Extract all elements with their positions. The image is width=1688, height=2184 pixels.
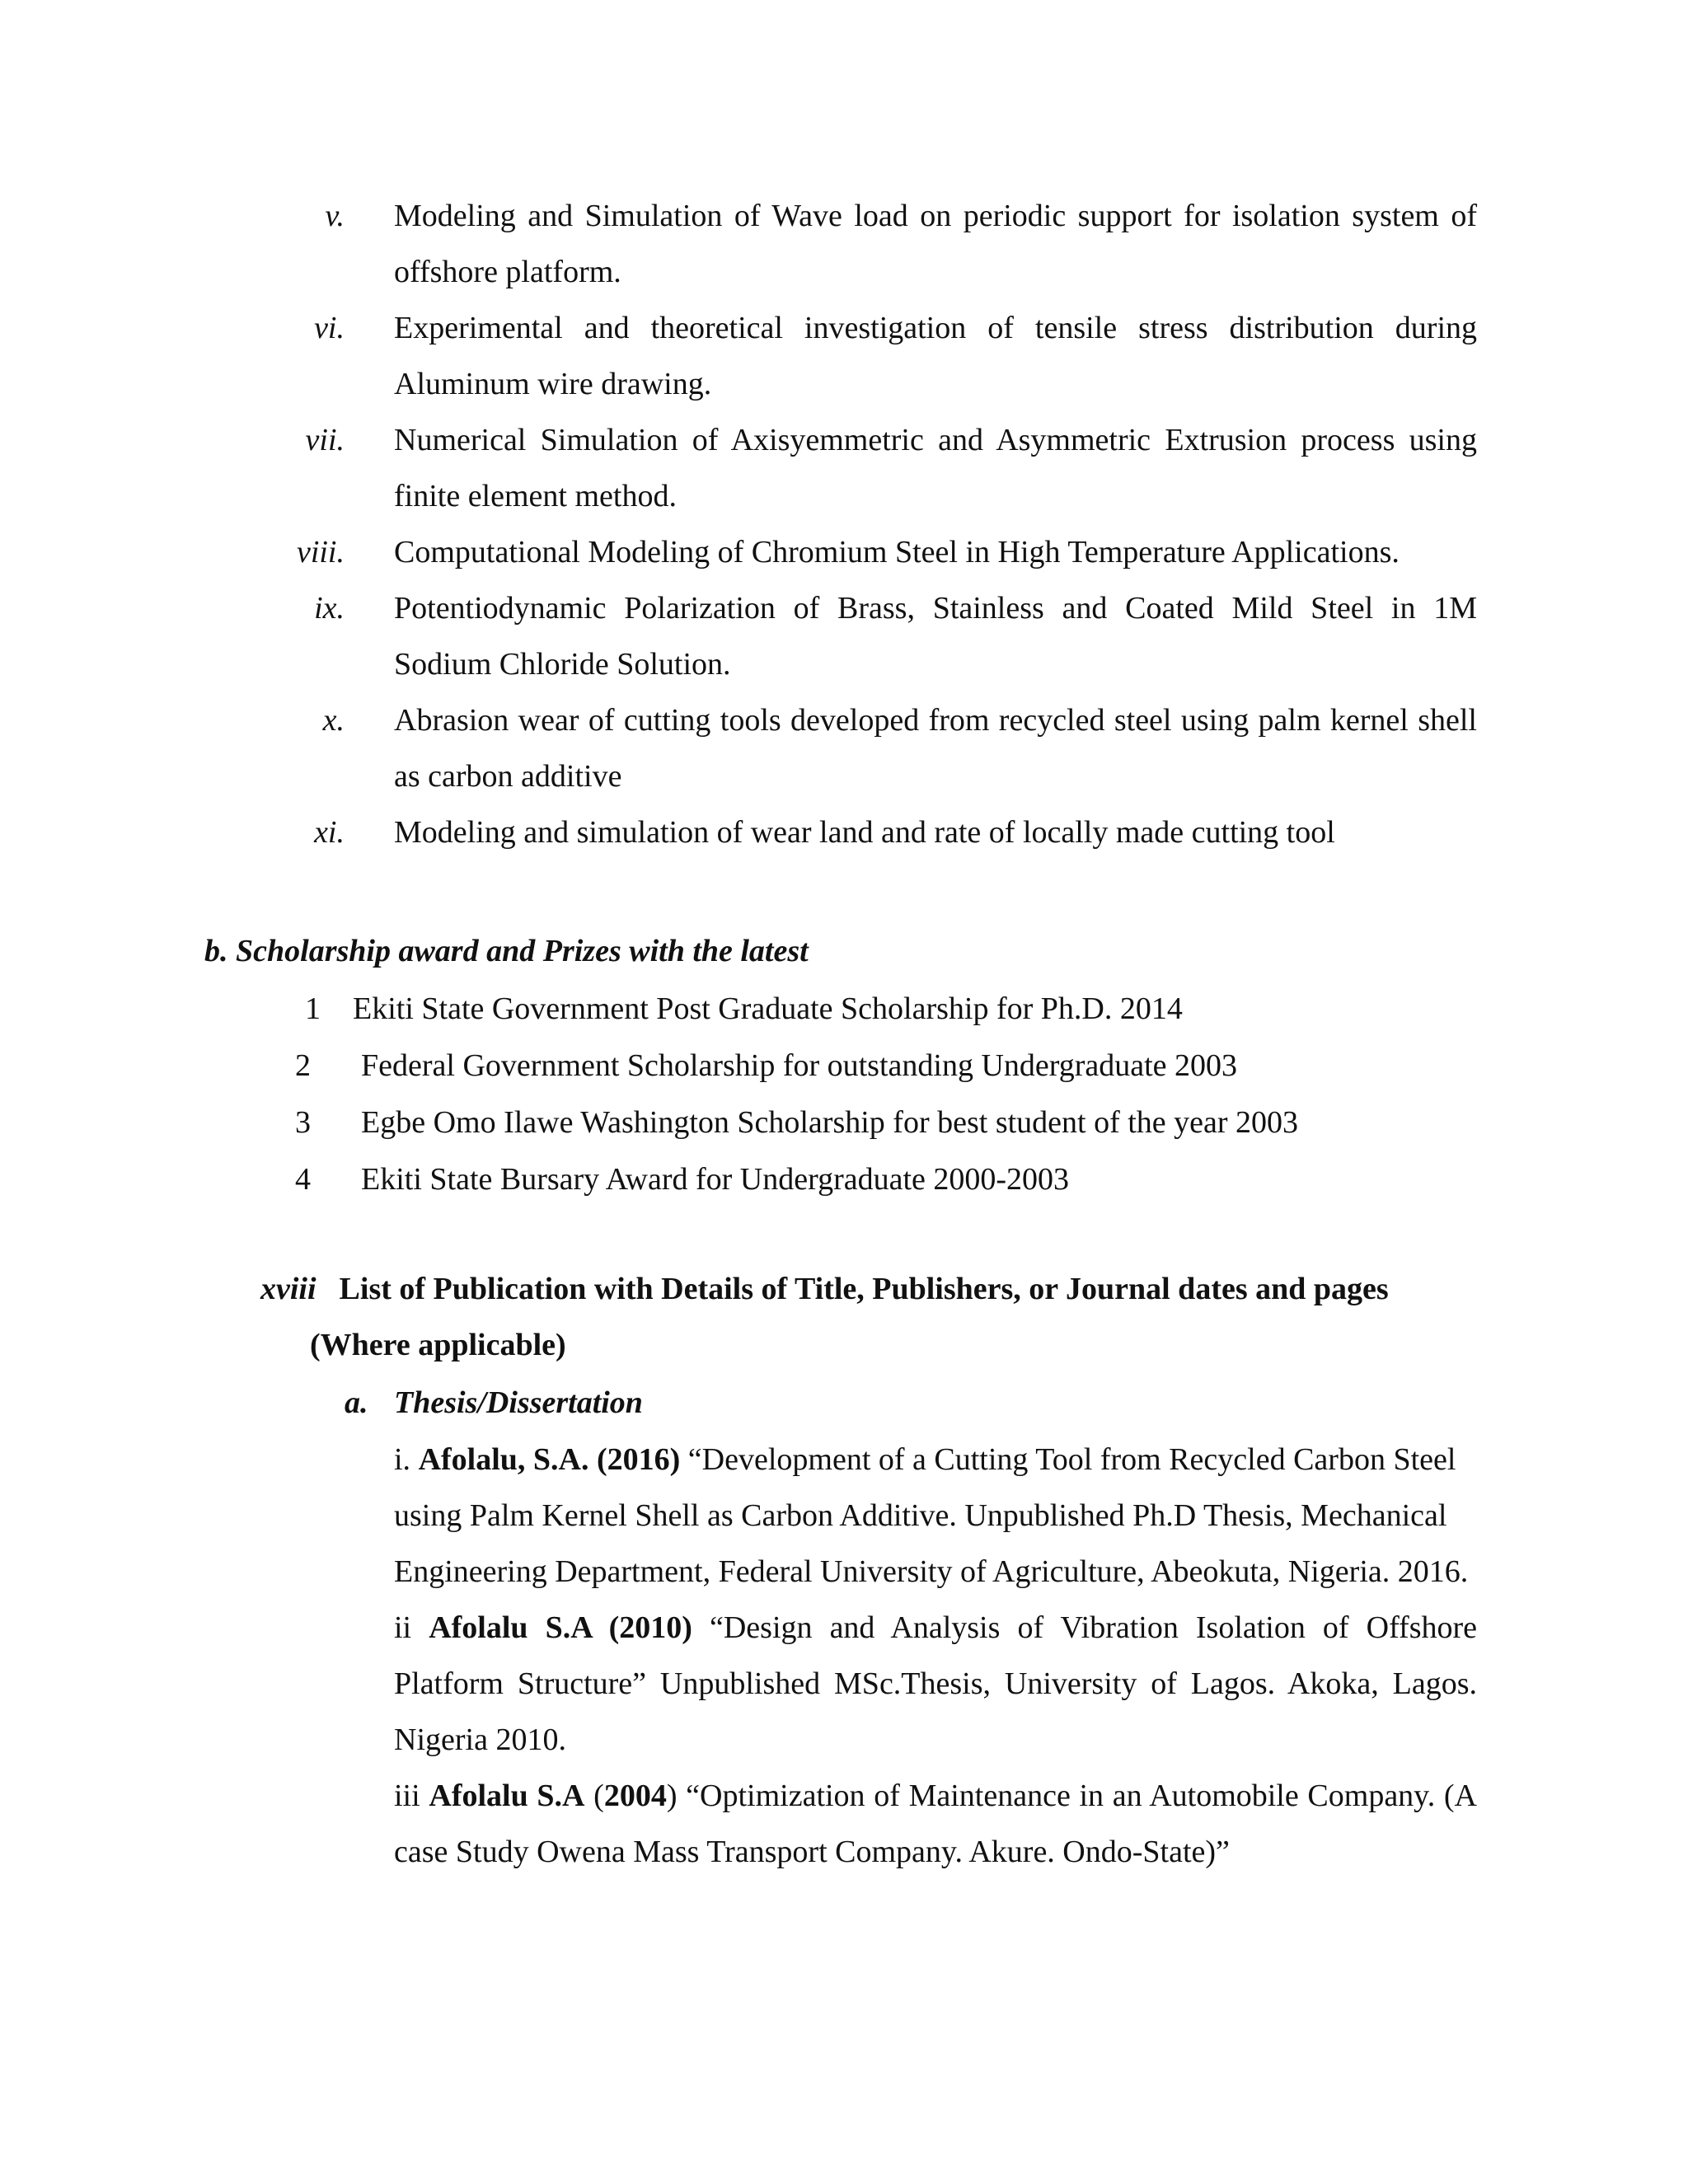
item-text: Ekiti State Government Post Graduate Scholarship for Ph.D. 2014 (353, 991, 1183, 1026)
entry-number: iii (394, 1779, 420, 1813)
item-number: xi. (314, 815, 345, 850)
entry-text: “Development of a Cutting Tool from Recycled Carbon Steel using Palm Kernel Shell as Carbon Additive. Unpublished Ph.D Thesis, Mechanical Engineering Department, Federal University of Agriculture, Abeokuta, Nigeria. 2016. (394, 1442, 1469, 1589)
entry-number: ii (394, 1610, 412, 1645)
entry-number: i. (394, 1442, 411, 1477)
item-text: Computational Modeling of Chromium Steel in High Temperature Applications. (394, 535, 1400, 569)
item-text: Ekiti State Bursary Award for Undergraduate 2000-2003 (361, 1162, 1070, 1197)
subsection-letter: a. (345, 1385, 368, 1420)
thesis-entry (394, 1432, 1477, 1600)
item-text: Modeling and Simulation of Wave load on periodic support for isolation system of offshore platform. (394, 199, 1477, 289)
scholarship-list (0, 981, 1688, 1208)
item-number: 2 (295, 1048, 311, 1083)
publications-heading (260, 1261, 1497, 1373)
list-item (0, 580, 1688, 692)
item-text: Federal Government Scholarship for outstanding Undergraduate 2003 (361, 1048, 1238, 1083)
publications-subtitle: (Where applicable) (310, 1328, 566, 1362)
section-number: xviii (260, 1272, 316, 1306)
entry-author: Afolalu, S.A. (2016) (418, 1442, 681, 1477)
list-item (0, 1151, 1688, 1208)
list-item (0, 692, 1688, 804)
item-text: Abrasion wear of cutting tools developed from recycled steel using palm kernel shell as carbon additive (394, 703, 1477, 794)
item-text: Experimental and theoretical investigation of tensile stress distribution during Aluminum wire drawing. (394, 311, 1477, 401)
thesis-entry (394, 1600, 1477, 1768)
thesis-subsection-heading (345, 1375, 643, 1431)
research-projects-list (0, 188, 1688, 860)
item-number: 1 (305, 991, 321, 1026)
item-number: 4 (295, 1162, 311, 1197)
entry-text: ) “Optimization of Maintenance in an Automobile Company. (A case Study Owena Mass Transport Company. Akure. Ondo-State)” (394, 1779, 1477, 1869)
item-number: ix. (314, 591, 345, 626)
item-number: v. (325, 199, 345, 233)
list-item (0, 1038, 1688, 1094)
item-text: Potentiodynamic Polarization of Brass, Stainless and Coated Mild Steel in 1M Sodium Chloride Solution. (394, 591, 1477, 682)
item-text: Egbe Omo Ilawe Washington Scholarship for best student of the year 2003 (361, 1105, 1299, 1140)
entry-text-open: ( (584, 1779, 604, 1813)
list-item (0, 804, 1688, 860)
item-text: Modeling and simulation of wear land and rate of locally made cutting tool (394, 815, 1335, 850)
list-item (0, 188, 1688, 300)
list-item (0, 412, 1688, 524)
entry-text: “Design and Analysis of Vibration Isolation of Offshore Platform Structure” Unpublished MSc.Thesis, University of Lagos. Akoka, Lagos. Nigeria 2010. (394, 1610, 1478, 1757)
item-number: x. (322, 703, 345, 738)
item-text: Numerical Simulation of Axisyemmetric and Asymmetric Extrusion process using finite element method. (394, 423, 1477, 513)
entry-author: Afolalu S.A (429, 1779, 585, 1813)
list-item (0, 524, 1688, 580)
thesis-list (394, 1432, 1477, 1880)
item-number: 3 (295, 1105, 311, 1140)
scholarship-heading: b. Scholarship award and Prizes with the latest (204, 934, 809, 968)
list-item (0, 981, 1688, 1038)
subsection-title: Thesis/Dissertation (394, 1385, 643, 1420)
entry-year: 2004 (603, 1779, 667, 1813)
publications-title: List of Publication with Details of Title, Publishers, or Journal dates and pages (339, 1272, 1389, 1306)
thesis-entry (394, 1768, 1477, 1880)
item-number: vi. (314, 311, 345, 345)
list-item (0, 300, 1688, 412)
item-number: viii. (296, 535, 345, 569)
list-item (0, 1094, 1688, 1151)
entry-author: Afolalu S.A (2010) (429, 1610, 692, 1645)
item-number: vii. (305, 423, 345, 457)
